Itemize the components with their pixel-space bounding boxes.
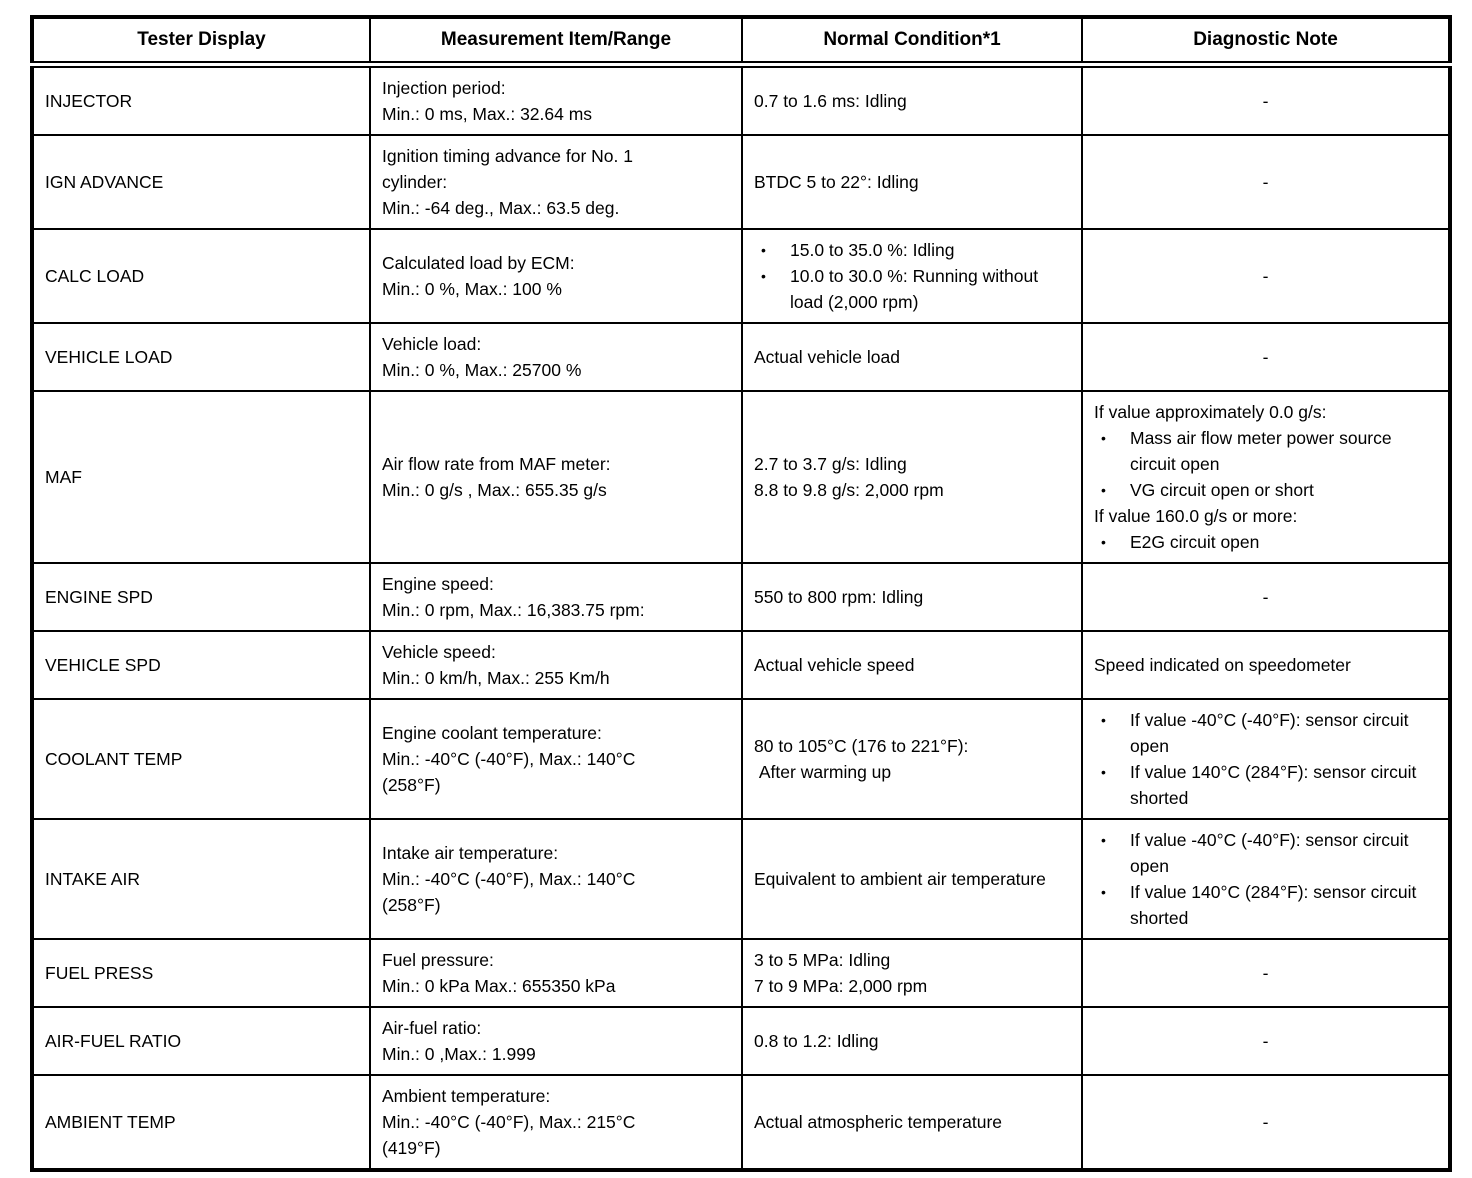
tester-display-cell [32,563,370,631]
text-line: After warming up [754,762,892,782]
text-line: COOLANT TEMP [45,749,183,769]
text-line: Min.: 0 g/s , Max.: 655.35 g/s [382,480,607,500]
text-line: Speed indicated on speedometer [1094,655,1351,675]
diagnostic-note-cell [1082,229,1450,323]
bullet-line [1094,759,1437,811]
text-line: Min.: -40°C (-40°F), Max.: 215°C [382,1112,636,1132]
text-line: VEHICLE SPD [45,655,161,675]
bullet-text: If value 140°C (284°F): sensor circuit shorted [1130,882,1422,928]
table-row [32,391,1450,563]
tester-display-cell [32,229,370,323]
text-line: 0.8 to 1.2: Idling [754,1031,879,1051]
bullet-line [1094,477,1437,503]
bullet-line [1094,879,1437,931]
diagnostic-note-cell [1082,563,1450,631]
table-body [32,65,1450,1171]
text-line: If value 160.0 g/s or more: [1094,506,1298,526]
text-line: Ignition timing advance for No. 1 [382,146,633,166]
text-line: MAF [45,467,82,487]
bullet-line [1094,425,1437,477]
tester-display-cell [32,135,370,229]
measurement-item-range-cell [370,1075,742,1170]
text-line: Equivalent to ambient air temperature [754,869,1046,889]
table-header [32,17,1450,65]
diagnostic-note-cell [1082,391,1450,563]
bullet-text: If value -40°C (-40°F): sensor circuit open [1130,830,1414,876]
table-row [32,563,1450,631]
measurement-item-range-cell [370,819,742,939]
tester-display-cell [32,323,370,391]
text-line: 0.7 to 1.6 ms: Idling [754,91,907,111]
text-line: Actual atmospheric temperature [754,1112,1003,1132]
text-line: Actual vehicle speed [754,655,915,675]
text-line: Min.: 0 rpm, Max.: 16,383.75 rpm: [382,600,645,620]
measurement-item-range-cell [370,563,742,631]
text-line: (419°F) [382,1138,441,1158]
header-tester-display: Tester Display [32,17,370,65]
text-line: 8.8 to 9.8 g/s: 2,000 rpm [754,480,944,500]
bullet-icon: • [1101,712,1106,728]
text-line: Ambient temperature: [382,1086,551,1106]
measurement-item-range-cell [370,631,742,699]
normal-condition-cell [742,631,1082,699]
bullet-line [754,237,1070,263]
text-line: Min.: -64 deg., Max.: 63.5 deg. [382,198,620,218]
diagnostic-data-table [30,15,1452,1172]
text-line: 7 to 9 MPa: 2,000 rpm [754,976,928,996]
normal-condition-cell [742,699,1082,819]
normal-condition-cell [742,1007,1082,1075]
normal-condition-cell [742,135,1082,229]
table-row [32,939,1450,1007]
bullet-text: 10.0 to 30.0 %: Running without load (2,000 rpm) [790,266,1043,312]
bullet-text: If value -40°C (-40°F): sensor circuit open [1130,710,1414,756]
tester-display-cell [32,391,370,563]
header-diagnostic-note: Diagnostic Note [1082,17,1450,65]
normal-condition-cell [742,65,1082,136]
bullet-icon: • [761,268,766,284]
diagnostic-note-cell [1082,939,1450,1007]
text-line: - [1262,963,1269,983]
measurement-item-range-cell [370,391,742,563]
text-line: ENGINE SPD [45,587,153,607]
text-line: - [1262,587,1269,607]
text-line: Intake air temperature: [382,843,559,863]
bullet-text: If value 140°C (284°F): sensor circuit shorted [1130,762,1422,808]
measurement-item-range-cell [370,65,742,136]
bullet-icon: • [1101,482,1106,498]
tester-display-cell [32,819,370,939]
text-line: Engine coolant temperature: [382,723,602,743]
text-line: CALC LOAD [45,266,145,286]
text-line: Min.: 0 ,Max.: 1.999 [382,1044,536,1064]
text-line: Min.: 0 ms, Max.: 32.64 ms [382,104,593,124]
table-row [32,135,1450,229]
bullet-text: 15.0 to 35.0 %: Idling [790,240,955,260]
bullet-text: E2G circuit open [1130,532,1260,552]
diagnostic-note-cell [1082,1007,1450,1075]
table-row [32,699,1450,819]
text-line: AIR-FUEL RATIO [45,1031,182,1051]
normal-condition-cell [742,563,1082,631]
text-line: BTDC 5 to 22°: Idling [754,172,919,192]
bullet-line [754,263,1070,315]
text-line: (258°F) [382,895,441,915]
text-line: 550 to 800 rpm: Idling [754,587,924,607]
bullet-text: VG circuit open or short [1130,480,1314,500]
text-line: FUEL PRESS [45,963,154,983]
text-line: Injection period: [382,78,506,98]
table-row [32,323,1450,391]
normal-condition-cell [742,939,1082,1007]
text-line: cylinder: [382,172,448,192]
bullet-icon: • [761,242,766,258]
measurement-item-range-cell [370,135,742,229]
bullet-text: Mass air flow meter power source circuit open [1130,428,1397,474]
normal-condition-cell [742,229,1082,323]
text-line: Min.: 0 km/h, Max.: 255 Km/h [382,668,610,688]
diagnostic-note-cell [1082,323,1450,391]
tester-display-cell [32,65,370,136]
tester-display-cell [32,1007,370,1075]
text-line: Vehicle load: [382,334,482,354]
header-row [32,17,1450,65]
table-row [32,1007,1450,1075]
bullet-line [1094,707,1437,759]
text-line: Calculated load by ECM: [382,253,575,273]
text-line: - [1262,1031,1269,1051]
diagnostic-note-cell [1082,65,1450,136]
text-line: (258°F) [382,775,441,795]
table-row [32,65,1450,136]
text-line: 80 to 105°C (176 to 221°F): [754,736,969,756]
header-normal-condition: Normal Condition*1 [742,17,1082,65]
table-row [32,229,1450,323]
bullet-icon: • [1101,764,1106,780]
table-row [32,631,1450,699]
tester-display-cell [32,631,370,699]
table-row [32,1075,1450,1170]
tester-display-cell [32,699,370,819]
normal-condition-cell [742,323,1082,391]
text-line: Engine speed: [382,574,494,594]
text-line: Min.: -40°C (-40°F), Max.: 140°C [382,869,636,889]
text-line: - [1262,172,1269,192]
bullet-icon: • [1101,832,1106,848]
tester-display-cell [32,1075,370,1170]
text-line: - [1262,91,1269,111]
normal-condition-cell [742,391,1082,563]
text-line: - [1262,347,1269,367]
bullet-icon: • [1101,534,1106,550]
table-row [32,819,1450,939]
text-line: If value approximately 0.0 g/s: [1094,402,1327,422]
text-line: INTAKE AIR [45,869,140,889]
text-line: 3 to 5 MPa: Idling [754,950,891,970]
text-line: Min.: 0 kPa Max.: 655350 kPa [382,976,616,996]
text-line: Air-fuel ratio: [382,1018,482,1038]
normal-condition-cell [742,1075,1082,1170]
diagnostic-note-cell [1082,1075,1450,1170]
header-measurement-item-range: Measurement Item/Range [370,17,742,65]
text-line: IGN ADVANCE [45,172,164,192]
measurement-item-range-cell [370,1007,742,1075]
bullet-icon: • [1101,884,1106,900]
text-line: INJECTOR [45,91,133,111]
measurement-item-range-cell [370,323,742,391]
bullet-icon: • [1101,430,1106,446]
measurement-item-range-cell [370,229,742,323]
text-line: - [1262,1112,1269,1132]
measurement-item-range-cell [370,699,742,819]
diagnostic-note-cell [1082,699,1450,819]
diagnostic-note-cell [1082,819,1450,939]
text-line: - [1262,266,1269,286]
measurement-item-range-cell [370,939,742,1007]
tester-display-cell [32,939,370,1007]
text-line: Min.: 0 %, Max.: 100 % [382,279,562,299]
bullet-line [1094,529,1437,555]
diagnostic-note-cell [1082,631,1450,699]
text-line: Air flow rate from MAF meter: [382,454,611,474]
text-line: Vehicle speed: [382,642,496,662]
diagnostic-note-cell [1082,135,1450,229]
text-line: 2.7 to 3.7 g/s: Idling [754,454,907,474]
text-line: Actual vehicle load [754,347,900,367]
normal-condition-cell [742,819,1082,939]
text-line: Min.: -40°C (-40°F), Max.: 140°C [382,749,636,769]
bullet-line [1094,827,1437,879]
text-line: AMBIENT TEMP [45,1112,176,1132]
text-line: Min.: 0 %, Max.: 25700 % [382,360,582,380]
text-line: Fuel pressure: [382,950,494,970]
text-line: VEHICLE LOAD [45,347,173,367]
